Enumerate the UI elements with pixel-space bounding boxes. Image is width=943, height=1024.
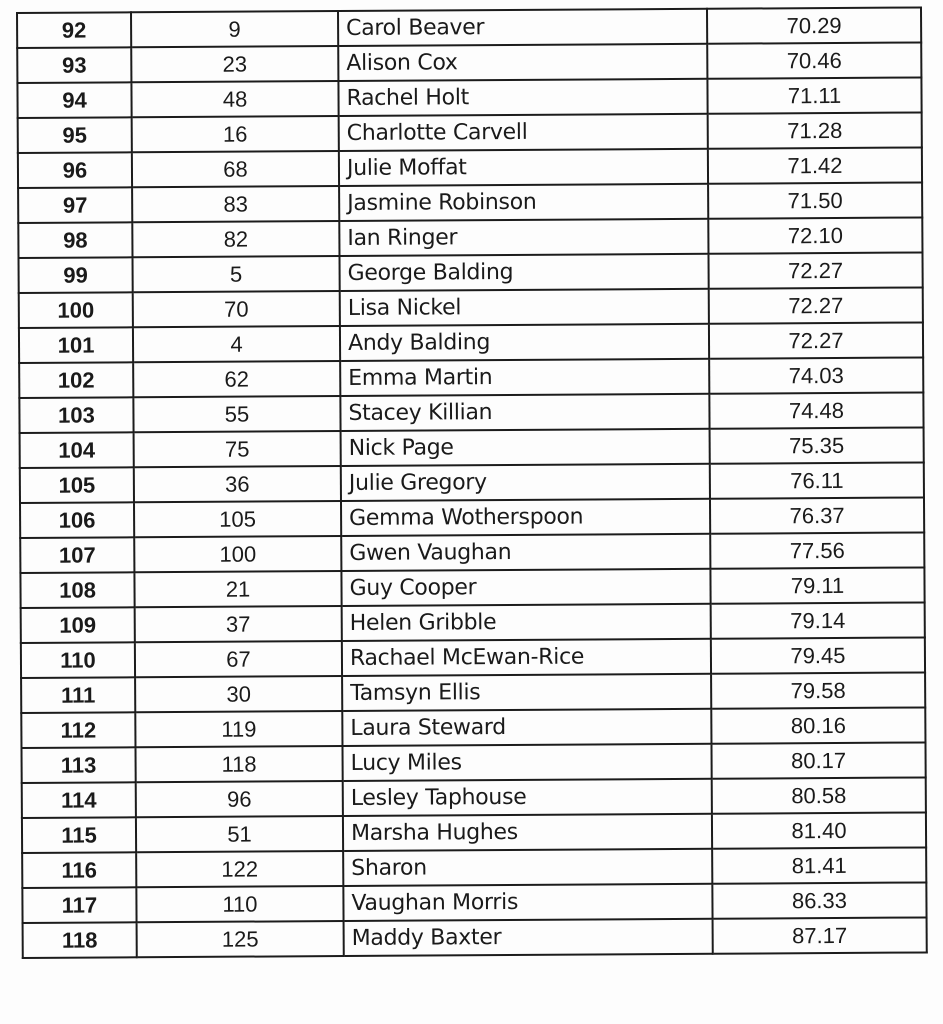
time-cell: 71.50 xyxy=(708,182,922,218)
runner-number-cell: 48 xyxy=(131,81,338,117)
runner-name-cell: Lesley Taphouse xyxy=(343,779,712,816)
time-cell: 79.11 xyxy=(710,567,924,603)
runner-number-cell: 82 xyxy=(132,221,339,257)
runner-number-cell: 67 xyxy=(135,641,342,677)
time-cell: 79.45 xyxy=(711,637,925,673)
table-row xyxy=(17,7,921,48)
table-row xyxy=(21,742,925,783)
runner-number-cell: 37 xyxy=(135,606,342,642)
time-cell: 81.41 xyxy=(712,847,926,883)
table-row xyxy=(18,217,922,258)
time-cell: 86.33 xyxy=(712,882,926,918)
runner-number-cell: 122 xyxy=(136,851,343,887)
position-cell: 115 xyxy=(22,817,136,853)
runner-name-cell: Jasmine Robinson xyxy=(339,184,708,221)
position-cell: 93 xyxy=(17,47,131,83)
time-cell: 80.17 xyxy=(711,742,925,778)
runner-number-cell: 119 xyxy=(135,711,342,747)
time-cell: 80.16 xyxy=(711,707,925,743)
table-row xyxy=(18,182,922,223)
runner-name-cell: Nick Page xyxy=(341,429,710,466)
runner-name-cell: Alison Cox xyxy=(338,44,707,81)
time-cell: 80.58 xyxy=(712,777,926,813)
position-cell: 92 xyxy=(17,12,131,48)
position-cell: 94 xyxy=(17,82,131,118)
position-cell: 111 xyxy=(21,677,135,713)
time-cell: 72.27 xyxy=(708,252,922,288)
table-row xyxy=(22,777,926,818)
table-row xyxy=(17,42,921,83)
runner-name-cell: Lisa Nickel xyxy=(340,289,709,326)
runner-name-cell: Charlotte Carvell xyxy=(339,114,708,151)
time-cell: 74.03 xyxy=(709,357,923,393)
table-row xyxy=(20,567,924,608)
runner-name-cell: Gwen Vaughan xyxy=(341,534,710,571)
runner-name-cell: Guy Cooper xyxy=(341,569,710,606)
time-cell: 72.27 xyxy=(709,322,923,358)
runner-number-cell: 51 xyxy=(136,816,343,852)
time-cell: 81.40 xyxy=(712,812,926,848)
runner-name-cell: Gemma Wotherspoon xyxy=(341,499,710,536)
runner-name-cell: Julie Gregory xyxy=(341,464,710,501)
time-cell: 70.29 xyxy=(707,7,921,43)
position-cell: 117 xyxy=(22,887,136,923)
runner-name-cell: Laura Steward xyxy=(342,709,711,746)
table-row xyxy=(19,287,923,328)
runner-name-cell: Sharon xyxy=(343,849,712,886)
runner-number-cell: 23 xyxy=(131,46,338,82)
table-row xyxy=(23,917,927,958)
time-cell: 74.48 xyxy=(709,392,923,428)
position-cell: 98 xyxy=(18,222,132,258)
runner-number-cell: 105 xyxy=(134,501,341,537)
runner-number-cell: 9 xyxy=(131,11,338,47)
runner-name-cell: Ian Ringer xyxy=(339,219,708,256)
table-row xyxy=(19,252,923,293)
runner-name-cell: Andy Balding xyxy=(340,324,709,361)
position-cell: 109 xyxy=(21,607,135,643)
position-cell: 108 xyxy=(20,572,134,608)
runner-number-cell: 16 xyxy=(132,116,339,152)
runner-name-cell: Tamsyn Ellis xyxy=(342,674,711,711)
position-cell: 107 xyxy=(20,537,134,573)
time-cell: 71.42 xyxy=(708,147,922,183)
runner-name-cell: Marsha Hughes xyxy=(343,814,712,851)
time-cell: 70.46 xyxy=(707,42,921,78)
position-cell: 106 xyxy=(20,502,134,538)
runner-number-cell: 5 xyxy=(133,256,340,292)
table-row xyxy=(22,847,926,888)
position-cell: 97 xyxy=(18,187,132,223)
position-cell: 105 xyxy=(20,467,134,503)
table-row xyxy=(21,637,925,678)
table-row xyxy=(18,147,922,188)
table-row xyxy=(19,357,923,398)
time-cell: 87.17 xyxy=(713,917,927,953)
runner-number-cell: 118 xyxy=(135,746,342,782)
table-row xyxy=(18,112,922,153)
runner-number-cell: 125 xyxy=(137,921,344,957)
runner-number-cell: 4 xyxy=(133,326,340,362)
runner-number-cell: 36 xyxy=(134,466,341,502)
runner-number-cell: 55 xyxy=(133,396,340,432)
runner-number-cell: 83 xyxy=(132,186,339,222)
time-cell: 75.35 xyxy=(710,427,924,463)
table-row xyxy=(20,462,924,503)
runner-name-cell: George Balding xyxy=(339,254,708,291)
runner-name-cell: Lucy Miles xyxy=(342,744,711,781)
runner-name-cell: Rachael McEwan-Rice xyxy=(342,639,711,676)
runner-name-cell: Emma Martin xyxy=(340,359,709,396)
table-row xyxy=(22,882,926,923)
table-row xyxy=(22,812,926,853)
time-cell: 72.10 xyxy=(708,217,922,253)
runner-name-cell: Vaughan Morris xyxy=(343,884,712,921)
time-cell: 71.11 xyxy=(707,77,921,113)
position-cell: 95 xyxy=(18,117,132,153)
runner-number-cell: 62 xyxy=(133,361,340,397)
runner-name-cell: Carol Beaver xyxy=(338,9,707,46)
table-row xyxy=(19,322,923,363)
time-cell: 72.27 xyxy=(709,287,923,323)
table-row xyxy=(20,532,924,573)
time-cell: 71.28 xyxy=(708,112,922,148)
table-row xyxy=(21,707,925,748)
table-row xyxy=(20,497,924,538)
position-cell: 100 xyxy=(19,292,133,328)
position-cell: 110 xyxy=(21,642,135,678)
position-cell: 113 xyxy=(21,747,135,783)
runner-name-cell: Helen Gribble xyxy=(342,604,711,641)
runner-number-cell: 30 xyxy=(135,676,342,712)
position-cell: 99 xyxy=(19,257,133,293)
runner-number-cell: 21 xyxy=(134,571,341,607)
runner-name-cell: Stacey Killian xyxy=(340,394,709,431)
results-table-body xyxy=(17,7,927,958)
table-row xyxy=(20,427,924,468)
position-cell: 103 xyxy=(19,397,133,433)
position-cell: 112 xyxy=(21,712,135,748)
runner-number-cell: 96 xyxy=(136,781,343,817)
table-row xyxy=(17,77,921,118)
runner-number-cell: 110 xyxy=(136,886,343,922)
runner-name-cell: Rachel Holt xyxy=(338,79,707,116)
position-cell: 116 xyxy=(22,852,136,888)
time-cell: 76.11 xyxy=(710,462,924,498)
position-cell: 101 xyxy=(19,327,133,363)
position-cell: 114 xyxy=(22,782,136,818)
runner-name-cell: Maddy Baxter xyxy=(344,919,713,956)
runner-number-cell: 75 xyxy=(134,431,341,467)
runner-number-cell: 68 xyxy=(132,151,339,187)
position-cell: 96 xyxy=(18,152,132,188)
table-row xyxy=(21,672,925,713)
runner-number-cell: 70 xyxy=(133,291,340,327)
table-row xyxy=(21,602,925,643)
runner-name-cell: Julie Moffat xyxy=(339,149,708,186)
position-cell: 104 xyxy=(20,432,134,468)
time-cell: 76.37 xyxy=(710,497,924,533)
position-cell: 102 xyxy=(19,362,133,398)
time-cell: 79.58 xyxy=(711,672,925,708)
position-cell: 118 xyxy=(23,922,137,958)
time-cell: 79.14 xyxy=(711,602,925,638)
table-row xyxy=(19,392,923,433)
results-table xyxy=(16,6,928,959)
time-cell: 77.56 xyxy=(710,532,924,568)
runner-number-cell: 100 xyxy=(134,536,341,572)
